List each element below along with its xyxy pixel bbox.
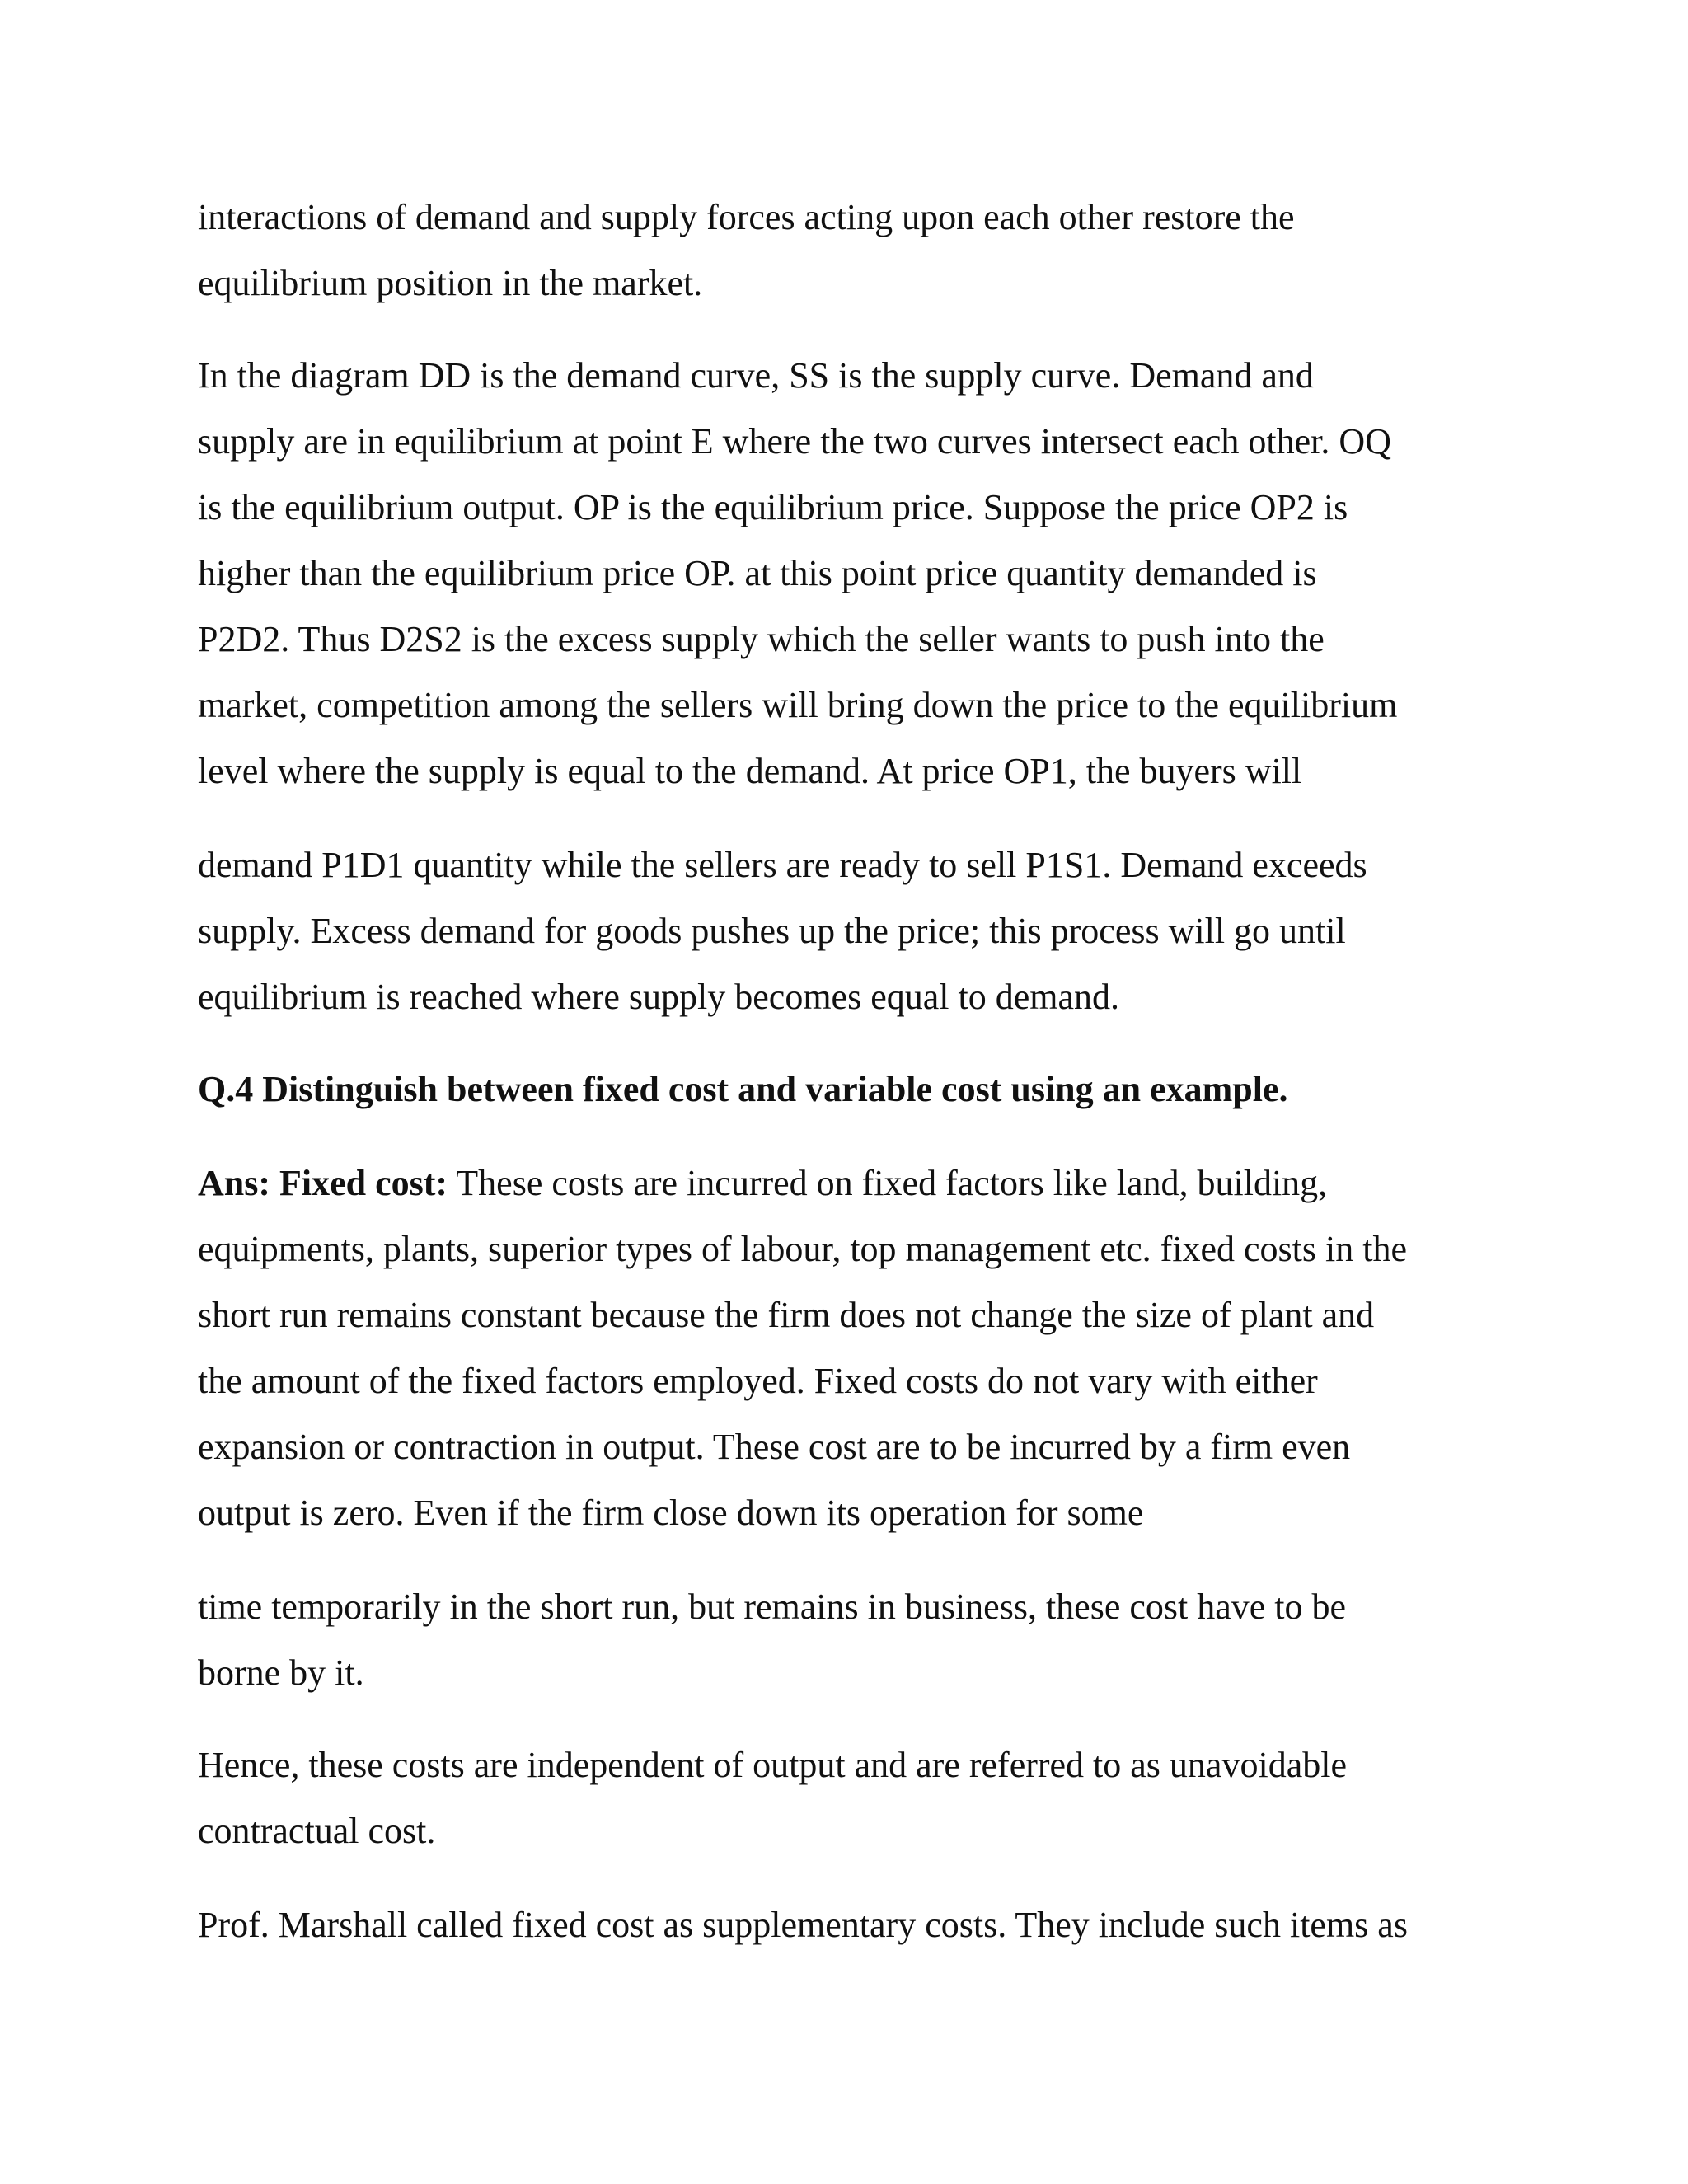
text-line: short run remains constant because the firm does not change the size of plant and — [198, 1295, 1375, 1335]
text-line: higher than the equilibrium price OP. at this point price quantity demanded is — [198, 553, 1317, 593]
text-line: equipments, plants, superior types of labour, top management etc. fixed costs in the — [198, 1229, 1407, 1269]
text-line: Prof. Marshall called fixed cost as supplementary costs. They include such items as — [198, 1905, 1408, 1945]
text-line: demand P1D1 quantity while the sellers are ready to sell P1S1. Demand exceeds — [198, 845, 1367, 885]
text-line: equilibrium position in the market. — [198, 263, 703, 303]
text-line: interactions of demand and supply forces acting upon each other restore the — [198, 197, 1295, 237]
text-line: borne by it. — [198, 1652, 364, 1693]
text-line: In the diagram DD is the demand curve, SS is the supply curve. Demand and — [198, 355, 1314, 396]
text-line: output is zero. Even if the firm close down its operation for some — [198, 1493, 1144, 1533]
text-line: market, competition among the sellers will bring down the price to the equilibrium — [198, 685, 1398, 725]
text-line: equilibrium is reached where supply becomes equal to demand. — [198, 977, 1119, 1017]
text-line: contractual cost. — [198, 1811, 436, 1851]
question-heading: Q.4 Distinguish between fixed cost and variable cost using an example. — [198, 1069, 1288, 1109]
answer-first-line — [198, 1162, 1327, 1205]
text-line: supply. Excess demand for goods pushes up the price; this process will go until — [198, 911, 1346, 951]
text-line: supply are in equilibrium at point E where the two curves intersect each other. OQ — [198, 421, 1391, 462]
answer-text: These costs are incurred on fixed factors like land, building, — [448, 1163, 1328, 1203]
text-line: the amount of the fixed factors employed. Fixed costs do not vary with either — [198, 1361, 1318, 1401]
text-line: is the equilibrium output. OP is the equilibrium price. Suppose the price OP2 is — [198, 487, 1348, 527]
text-line: expansion or contraction in output. These cost are to be incurred by a firm even — [198, 1427, 1351, 1467]
text-line: Hence, these costs are independent of output and are referred to as unavoidable — [198, 1745, 1347, 1785]
answer-label: Ans: Fixed cost: — [198, 1163, 448, 1203]
text-line: level where the supply is equal to the demand. At price OP1, the buyers will — [198, 751, 1302, 791]
text-line: P2D2. Thus D2S2 is the excess supply which the seller wants to push into the — [198, 619, 1325, 659]
text-line: time temporarily in the short run, but remains in business, these cost have to be — [198, 1586, 1347, 1627]
